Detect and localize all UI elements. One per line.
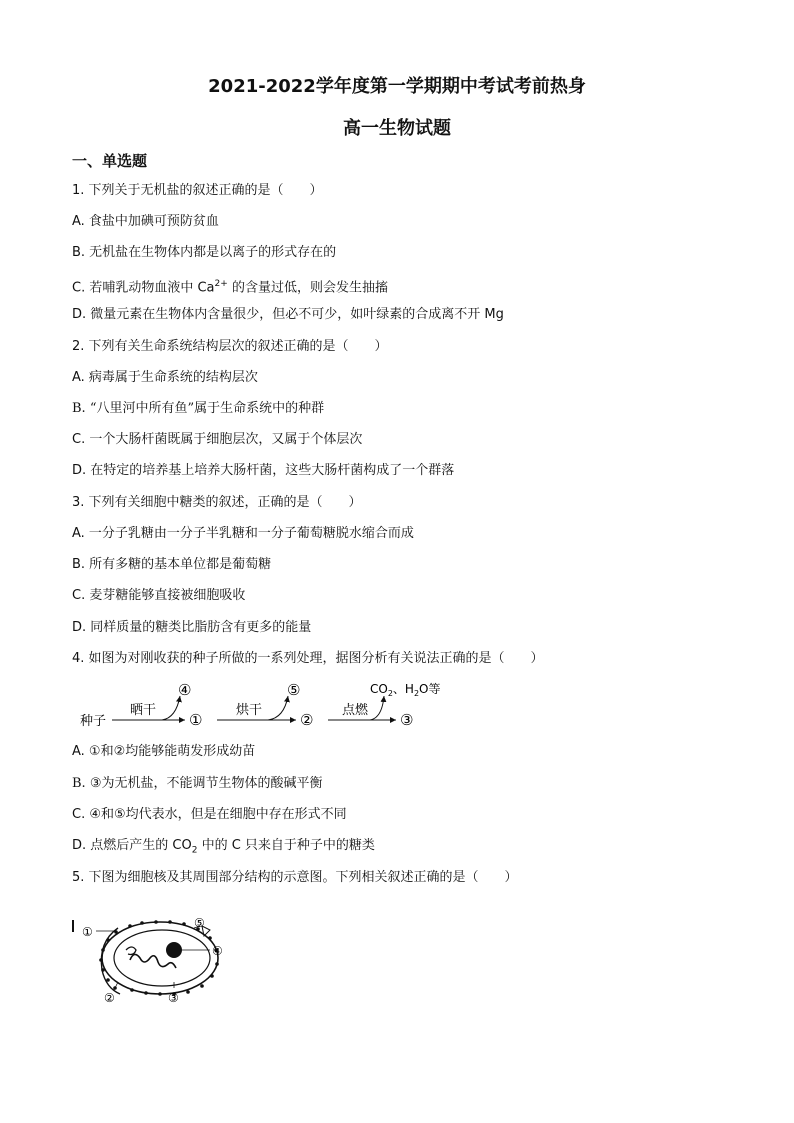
q4-option-d-text-end: 中的 C 只来自于种子中的糖类 — [197, 838, 375, 853]
q1-option-b: B. 无机盐在生物体内都是以离子的形式存在的 — [72, 245, 337, 260]
label-3: ③ — [168, 991, 179, 1004]
q4-option-a: A. ①和②均能够能萌发形成幼苗 — [72, 744, 256, 759]
q3-option-a: A. 一分子乳糖由一分子半乳糖和一分子葡萄糖脱水缩合而成 — [72, 526, 414, 541]
q2-option-d: D. 在特定的培养基上培养大肠杆菌，这些大肠杆菌构成了一个群落 — [72, 463, 455, 478]
q1-option-d: D. 微量元素在生物体内含量很少，但必不可少，如叶绿素的合成离不开 Mg — [72, 307, 504, 322]
q4-stem: 4. 如图为对刚收获的种子所做的一系列处理，据图分析有关说法正确的是（ ） — [72, 651, 544, 666]
label-1: ① — [82, 925, 93, 939]
label-4: ④ — [212, 944, 223, 958]
diagram-circled-1: ① — [189, 711, 203, 729]
diagram-step1-label: 晒干 — [130, 703, 157, 718]
q4-option-d-sub: 2 — [191, 845, 198, 856]
q2-option-c: C. 一个大肠杆菌既属于细胞层次，又属于个体层次 — [72, 432, 363, 447]
inner-nuclear-membrane — [114, 930, 210, 986]
q2-option-b: B. “八里河中所有鱼”属于生命系统中的种群 — [72, 401, 325, 416]
q4-option-d — [72, 837, 375, 860]
q2-stem: 2. 下列有关生命系统结构层次的叙述正确的是（ ） — [72, 339, 388, 354]
diagram-circled-2: ② — [300, 711, 314, 729]
label-5: ⑤ — [194, 916, 205, 930]
seed-treatment-diagram — [72, 676, 472, 732]
q3-stem: 3. 下列有关细胞中糖类的叙述，正确的是（ ） — [72, 495, 362, 510]
q2-option-a: A. 病毒属于生命系统的结构层次 — [72, 370, 258, 385]
exam-subtitle: 高一生物试题 — [343, 118, 451, 139]
nucleolus — [166, 942, 182, 958]
q3-option-b: B. 所有多糖的基本单位都是葡萄糖 — [72, 557, 272, 572]
diagram-circled-3: ③ — [400, 711, 414, 729]
q1-option-c-text: C. 若哺乳动物血液中 Ca — [72, 280, 215, 296]
q1-stem: 1. 下列关于无机盐的叙述正确的是（ ） — [72, 183, 323, 198]
branch-arrow-gas — [370, 696, 384, 720]
q4-option-b: B. ③为无机盐，不能调节生物体的酸碱平衡 — [72, 776, 323, 791]
outer-nuclear-membrane — [102, 922, 218, 994]
q1-option-a: A. 食盐中加碘可预防贫血 — [72, 214, 219, 229]
label-2: ② — [104, 991, 115, 1004]
diagram-seed-label: 种子 — [80, 714, 107, 729]
q1-option-c-text-end: 的含量过低，则会发生抽搐 — [227, 280, 388, 296]
chromatin — [130, 954, 176, 968]
section-heading: 一、单选题 — [72, 152, 148, 170]
q1-option-c — [72, 275, 388, 297]
diagram-step2-label: 烘干 — [236, 703, 263, 718]
q3-option-d: D. 同样质量的糖类比脂肪含有更多的能量 — [72, 620, 312, 635]
q5-stem: 5. 下图为细胞核及其周围部分结构的示意图。下列相关叙述正确的是（ ） — [72, 870, 518, 885]
exam-title: 2021-2022学年度第一学期期中考试考前热身 — [208, 76, 586, 97]
q3-option-c: C. 麦芽糖能够直接被细胞吸收 — [72, 588, 246, 603]
cell-nucleus-diagram — [70, 912, 240, 1004]
q4-option-c: C. ④和⑤均代表水，但是在细胞中存在形式不同 — [72, 807, 347, 822]
diagram-step3-label: 点燃 — [342, 703, 369, 718]
branch-arrow-4 — [162, 696, 180, 720]
branch-arrow-5 — [268, 696, 288, 720]
q4-option-d-text: D. 点燃后产生的 CO — [72, 838, 192, 853]
chromatin-coil — [126, 947, 136, 955]
diagram-circled-5: ⑤ — [287, 681, 301, 699]
diagram-gas-label: $CO_2$、$H_2O$等 — [370, 682, 441, 698]
diagram-circled-4: ④ — [178, 681, 192, 699]
q1-option-c-charge: 2+ — [214, 279, 228, 289]
